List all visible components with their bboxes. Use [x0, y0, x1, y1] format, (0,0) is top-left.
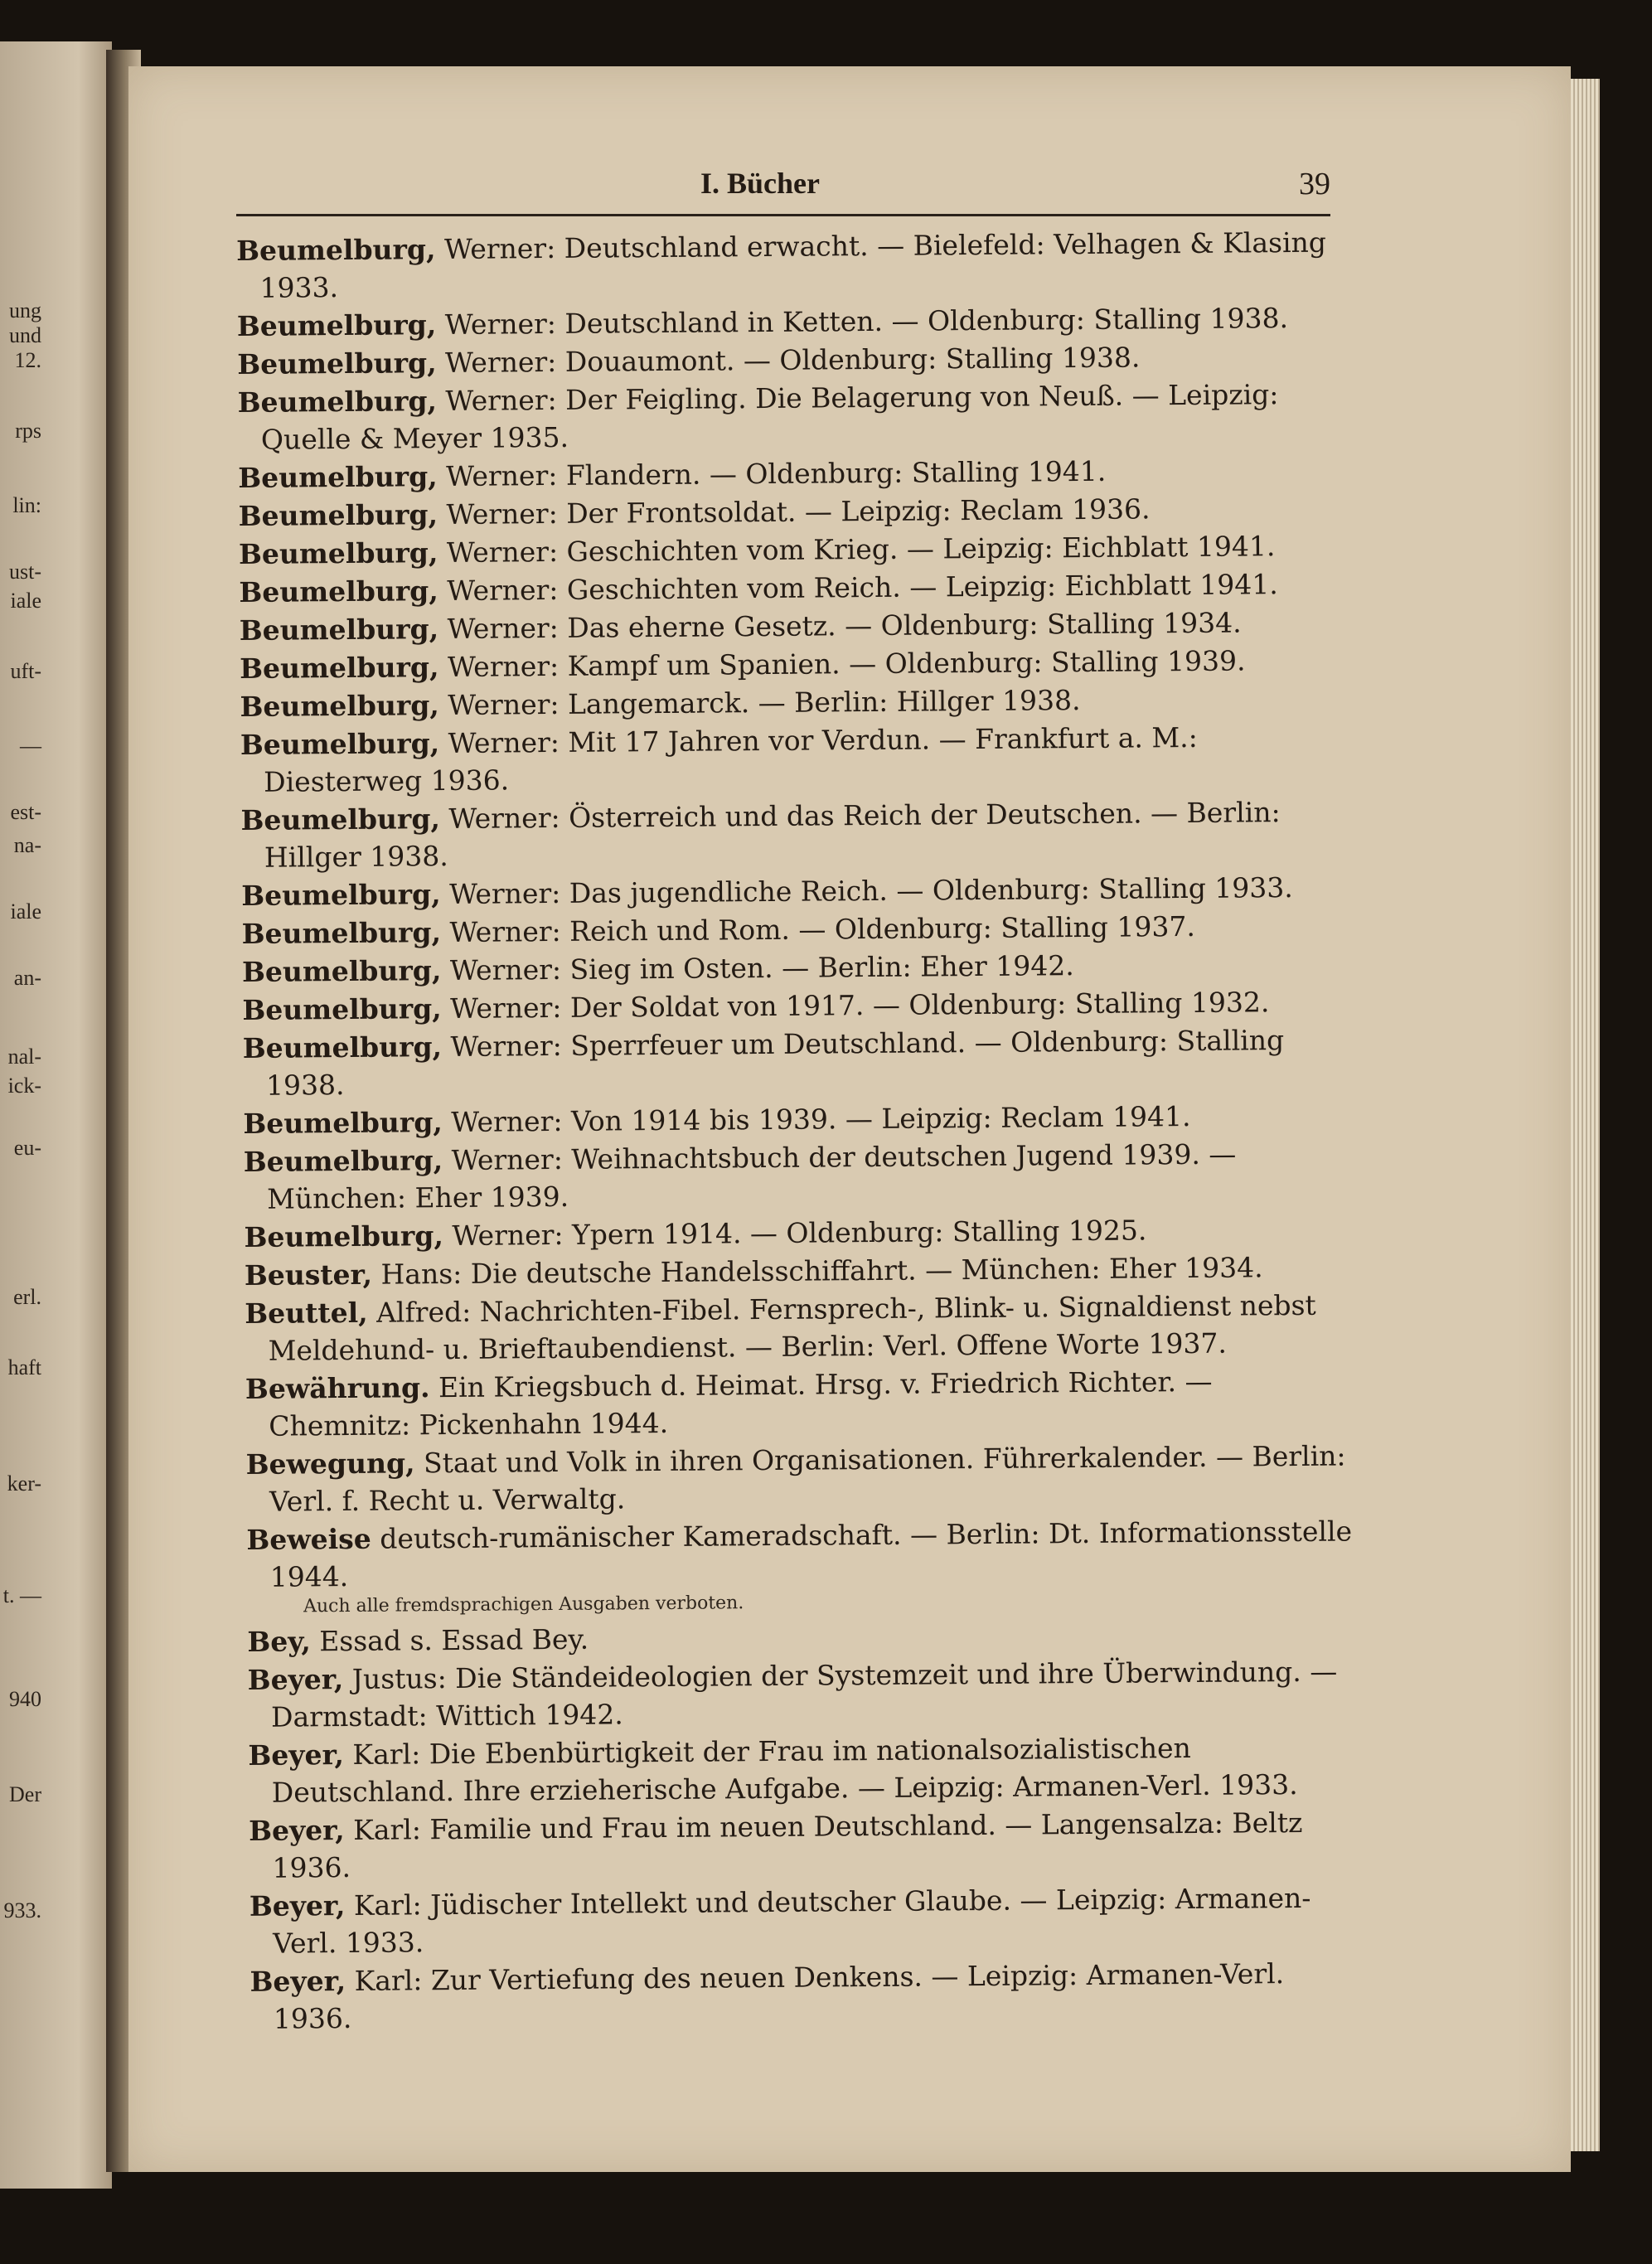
- entry-author: Beumelburg,: [240, 802, 441, 836]
- entry-text: Werner: Der Frontsoldat. — Leipzig: Reclam 1936.: [437, 492, 1151, 531]
- left-page-fragment: lin:: [12, 493, 41, 517]
- entry-author: Beuttel,: [245, 1296, 368, 1330]
- entry-text: Werner: Das jugendliche Reich. — Oldenburg: Stalling 1933.: [440, 871, 1293, 911]
- entry-author: Beumelburg,: [238, 536, 438, 570]
- bibliography-entry: [249, 1879, 1361, 1962]
- entry-text: Werner: Langemarck. — Berlin: Hillger 1938.: [438, 684, 1081, 722]
- entry-text: Ein Kriegsbuch d. Heimat. Hrsg. v. Friedrich Richter. — Chemnitz: Pickenhahn 1944.: [269, 1365, 1213, 1442]
- bibliography-entry: [245, 1437, 1357, 1520]
- left-page-fragment: t. —: [2, 1583, 41, 1607]
- left-page-fragment: nal-: [7, 1045, 41, 1069]
- entry-text: Karl: Jüdischer Intellekt und deutscher Glaube. — Leipzig: Armanen-Verl. 1933.: [273, 1881, 1311, 1960]
- bibliography-entry: [244, 1134, 1355, 1218]
- entry-text: Werner: Von 1914 bis 1939. — Leipzig: Reclam 1941.: [442, 1099, 1191, 1139]
- entry-text: Staat und Volk in ihren Organisationen. Führerkalender. — Berlin: Verl. f. Recht u. Verwaltg.: [269, 1439, 1346, 1518]
- entry-author: Bey,: [247, 1625, 311, 1658]
- running-header: [236, 166, 1330, 209]
- left-page-fragment: na-: [13, 833, 41, 857]
- entry-text: Werner: Kampf um Spanien. — Oldenburg: Stalling 1939.: [438, 644, 1246, 684]
- page-number: 39: [1299, 167, 1330, 201]
- left-page-fragment: —: [20, 734, 41, 758]
- facing-page-edge: [0, 41, 112, 2189]
- entry-text: Essad s. Essad Bey.: [310, 1622, 589, 1658]
- entry-text: Werner: Sperrfeuer um Deutschland. — Oldenburg: Stalling 1938.: [265, 1024, 1285, 1102]
- entry-text: Werner: Douaumont. — Oldenburg: Stalling 1938.: [436, 341, 1141, 380]
- bibliography-entry: [249, 1954, 1361, 2038]
- entry-author: Beweise: [246, 1522, 371, 1556]
- entry-text: Werner: Geschichten vom Reich. — Leipzig: Eichblatt 1941.: [438, 568, 1278, 608]
- entry-author: Beumelburg,: [243, 1144, 443, 1178]
- entry-author: Beumelburg,: [238, 498, 438, 532]
- bibliography-entry: [236, 223, 1348, 307]
- left-page-fragment: an-: [13, 966, 41, 990]
- entry-author: Beumelburg,: [242, 992, 442, 1026]
- left-page-fragment: est-: [10, 800, 41, 824]
- left-page-fragment: erl.: [13, 1285, 41, 1309]
- left-page-fragment: ker-: [7, 1471, 41, 1496]
- entry-author: Beyer,: [249, 1965, 346, 1998]
- left-page-fragment: 12.: [14, 348, 41, 372]
- entry-author: Beumelburg,: [240, 689, 440, 723]
- left-page-fragment: ick-: [7, 1074, 41, 1098]
- entry-author: Beumelburg,: [244, 1219, 444, 1253]
- left-page-fragment: 940: [9, 1687, 41, 1711]
- entry-author: Beumelburg,: [240, 727, 440, 761]
- entry-author: Beumelburg,: [243, 1106, 443, 1140]
- entry-author: Bewährung.: [245, 1371, 430, 1405]
- header-rule: [236, 214, 1330, 216]
- bibliography-entry: [243, 1020, 1354, 1104]
- entry-author: Beumelburg,: [239, 651, 439, 685]
- entry-text: Alfred: Nachrichten-Fibel. Fernsprech-, Blink- u. Signaldienst nebst Meldehund- u. Brieftaubendienst. — Berlin: Verl. Offene Worte 1937.: [268, 1288, 1316, 1367]
- section-title: I. Bücher: [700, 167, 820, 200]
- bibliography-entry: [246, 1512, 1358, 1596]
- bibliography-entry: [249, 1803, 1360, 1887]
- entry-text: Werner: Deutschland in Ketten. — Oldenburg: Stalling 1938.: [436, 302, 1289, 342]
- entry-text: Werner: Sieg im Osten. — Berlin: Eher 1942.: [441, 949, 1074, 987]
- entry-text: deutsch-rumänischer Kameradschaft. — Berlin: Dt. Informationsstelle 1944.: [269, 1515, 1353, 1593]
- bibliography-entry: [245, 1286, 1356, 1370]
- entry-text: Justus: Die Ständeideologien der Systemzeit und ihre Überwindung. — Darmstadt: Wittich 1942.: [270, 1655, 1338, 1733]
- left-page-fragment: rps: [15, 419, 41, 443]
- entry-author: Beyer,: [248, 1814, 345, 1847]
- entry-text: Werner: Ypern 1914. — Oldenburg: Stalling 1925.: [443, 1214, 1147, 1253]
- left-page-fragment: 933.: [3, 1898, 41, 1922]
- entry-text: Hans: Die deutsche Handelsschiffahrt. — München: Eher 1934.: [371, 1251, 1263, 1291]
- entry-text: Werner: Das eherne Gesetz. — Oldenburg: Stalling 1934.: [438, 606, 1242, 646]
- entry-text: Werner: Weihnachtsbuch der deutschen Jugend 1939. — München: Eher 1939.: [267, 1137, 1237, 1215]
- left-page-fragment: ust-: [9, 560, 41, 584]
- entry-author: Beuster,: [244, 1258, 373, 1292]
- entry-text: Werner: Reich und Rom. — Oldenburg: Stalling 1937.: [440, 909, 1196, 949]
- entry-author: Beumelburg,: [239, 613, 439, 647]
- left-page-fragment: und: [9, 323, 41, 347]
- entry-author: Beumelburg,: [239, 574, 438, 608]
- bibliography-entry: [240, 717, 1352, 801]
- entry-author: Beumelburg,: [241, 916, 442, 950]
- entry-author: Beumelburg,: [237, 385, 438, 419]
- entry-text: Werner: Der Feigling. Die Belagerung von Neuß. — Leipzig: Quelle & Meyer 1935.: [260, 378, 1279, 456]
- entry-author: Beyer,: [249, 1889, 346, 1922]
- bibliography-entry: [240, 793, 1352, 876]
- bibliography-entry: [248, 1728, 1359, 1811]
- left-page-fragment: haft: [7, 1355, 41, 1379]
- bibliography-entry: [245, 1361, 1357, 1445]
- entry-author: Beumelburg,: [241, 954, 442, 988]
- entry-text: Werner: Deutschland erwacht. — Bielefeld: Velhagen & Klasing 1933.: [259, 225, 1327, 304]
- entry-note: Auch alle fremdsprachigen Ausgaben verboten.: [303, 1593, 744, 1617]
- bibliography-list: [236, 223, 1361, 2038]
- left-page-fragment: uft-: [10, 659, 41, 683]
- entry-author: Beumelburg,: [238, 460, 438, 494]
- entry-text: Werner: Geschichten vom Krieg. — Leipzig: Eichblatt 1941.: [438, 530, 1276, 570]
- bibliography-entry: [237, 375, 1349, 458]
- bibliography-entry: [248, 1652, 1359, 1736]
- entry-author: Beumelburg,: [236, 233, 436, 267]
- left-page-fragment: iale: [10, 899, 41, 924]
- entry-text: Karl: Zur Vertiefung des neuen Denkens. — Leipzig: Armanen-Verl. 1936.: [273, 1957, 1285, 2035]
- left-page-fragment: iale: [10, 589, 41, 613]
- left-page-fragment: eu-: [13, 1136, 41, 1160]
- entry-text: Werner: Österreich und das Reich der Deutschen. — Berlin: Hillger 1938.: [264, 796, 1281, 874]
- entry-author: Beumelburg,: [237, 347, 437, 381]
- entry-author: Beumelburg,: [241, 878, 441, 912]
- left-page-fragment: ung: [9, 298, 41, 322]
- entry-text: Werner: Der Soldat von 1917. — Oldenburg: Stalling 1932.: [441, 986, 1270, 1025]
- entry-text: Werner: Mit 17 Jahren vor Verdun. — Frankfurt a. M.: Diesterweg 1936.: [264, 720, 1198, 798]
- entry-author: Bewegung,: [245, 1447, 415, 1481]
- entry-text: Werner: Flandern. — Oldenburg: Stalling 1941.: [437, 454, 1107, 493]
- entry-author: Beyer,: [248, 1738, 345, 1772]
- entry-author: Beyer,: [247, 1663, 344, 1696]
- entry-author: Beumelburg,: [236, 308, 437, 342]
- entry-text: Karl: Die Ebenbürtigkeit der Frau im nationalsozialistischen Deutschland. Ihre erzieherische Aufgabe. — Leipzig: Armanen-Verl. 1933.: [271, 1732, 1298, 1809]
- left-page-fragment: Der: [9, 1782, 41, 1806]
- entry-author: Beumelburg,: [242, 1030, 443, 1064]
- entry-text: Karl: Familie und Frau im neuen Deutschland. — Langensalza: Beltz 1936.: [272, 1806, 1303, 1884]
